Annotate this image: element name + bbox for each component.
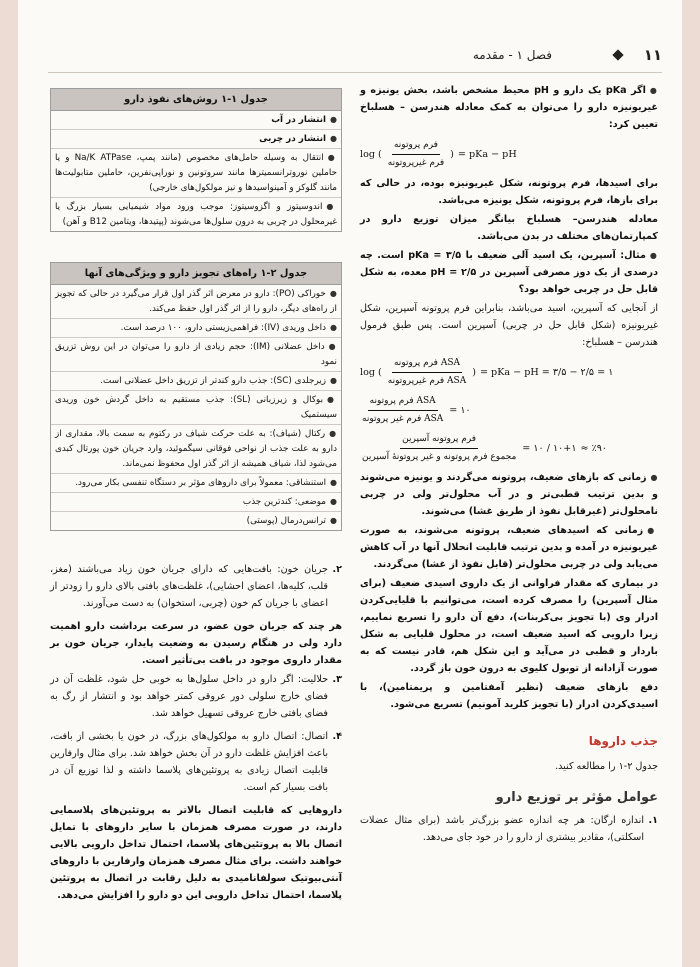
table-row: ● انتقال به وسیله حامل‌های مخصوص (مانند پمپ، Na/K ATPase و یا حاملین نوروترانسمیترها مانند سروتونین و نوراپی‌نفرین، حاملین متابولیت‌ها مانند گلوکز و آمینواسیدها و نیز مولکول‌های خارجی) (51, 149, 341, 198)
table-title: جدول ۲-۱ راه‌های تجویز دارو و ویژگی‌های آنها (51, 263, 341, 285)
table-drug-penetration (50, 88, 342, 232)
table-row: ● زیرجلدی (SC): جذب دارو کندتر از تزریق داخل عضلانی است. (51, 372, 341, 391)
paragraph: ● اگر pKa یک دارو و pH محیط مشخص باشد، بخش یونیزه و غیریونیزه دارو را می‌توان به کمک معادله هندرسن – هسلباخ تعیین کرد: (360, 82, 658, 133)
table-administration-routes (50, 262, 342, 531)
table-row: ● رکتال (شیاف): به علت حرکت شیاف در رکتوم به سمت بالا، مقداری از دارو به علت جذب از نواحی فوقانی سیگموئید، وارد جریان خون پورتال کبدی می‌شود لذا، شیاف همیشه از اثر گذر اول محفوظ نمی‌ماند. (51, 425, 341, 474)
table-row: ● انتشار در آب (51, 111, 341, 130)
page (18, 0, 682, 967)
section-heading: جذب داروها (588, 734, 658, 748)
table-row: ● داخل وریدی (IV): فراهمی‌زیستی دارو، ۱۰۰ درصد است. (51, 319, 341, 338)
paragraph: ● زمانی که اسیدهای ضعیف، پروتونه می‌شوند، به صورت غیریونیزه در آمده و بدین ترتیب قابلیت انحلال آنها در آب کاهش می‌یابد ولی در چربی محلول‌تر (قابل نفوذ از غشا) می‌گردند. (360, 522, 658, 573)
formula-henderson: log ( $\frac{\text{فرم پروتونه}}{\text{فرم غیرپروتونه}}$ ) = pKa − pH (360, 137, 658, 171)
formula-aspirin-1: log ( $\frac{\text{ASA فرم پروتونه}}{\text{ASA فرم غیرپروتونه}}$ ) = pKa − pH = ۳/۵ − ۲/۵ = ۱ (360, 355, 658, 389)
left-column (50, 88, 342, 906)
section-heading: عوامل مؤثر بر توزیع دارو (495, 790, 658, 805)
formula-aspirin-2: $\frac{\text{ASA فرم پروتونه}}{\text{ASA فرم غیر پروتونه}}$ = ۱۰ (360, 393, 658, 427)
paragraph: معادله هندرسن– هسلباخ بیانگر میزان توزیع دارو در کمپارتمان‌های مختلف در بدن می‌باشد. (360, 214, 658, 242)
list-item: ۴. اتصال: اتصال دارو به مولکول‌های بزرگ، در خون یا بخشی از بافت، باعث افزایش غلظت دارو در آن بخش خواهد شد. برای مثال وارفارین قابلیت اتصال زیادی به پروتئین‌های پلاسما داشته و لذا توزیع آن در بافت بسیار کم است. (50, 731, 342, 793)
table-row: ● انتشار در چربی (51, 130, 341, 149)
paragraph: ● مثال: آسپرین، یک اسید آلی ضعیف با pKa = ۳/۵ است. چه درصدی از یک دوز مصرفی آسپرین در pH = ۲/۵ معده، به شکل قابل حل در چربی خواهد بود؟ (360, 247, 658, 298)
paragraph: دفع بازهای ضعیف (نظیر آمفتامین و پریمتامین)، با اسیدی‌کردن ادرار (با تجویز کلرید آمونیم) تسریع می‌شود. (360, 682, 658, 710)
list-item: ۳. حلالیت: اگر دارو در داخل سلول‌ها به خوبی حل شود، غلظت آن در فضای خارج سلولی دور عروقی کمتر خواهد بود و انتشار از رگ به فضای بافتی خارج عروقی تسهیل خواهد شد. (50, 674, 342, 719)
table-row: ● استنشاقی: معمولاً برای داروهای مؤثر بر دستگاه تنفسی بکار می‌رود. (51, 474, 341, 493)
chapter-title: فصل ۱ - مقدمه (472, 48, 552, 62)
table-row: ● اندوسیتوز و اگزوسیتوز: موجب ورود مواد شیمیایی بسیار بزرگ یا غیرمحلول در چربی به درون سلول‌ها می‌شوند (پپتیدها، ویتامین B12 و آهن) (51, 198, 341, 231)
paragraph: از آنجایی که آسپرین، اسید می‌باشد، بنابراین فرم پروتونه آسپرین، شکل غیریونیزه (شکل قابل حل در چربی) آسپرین است. پس طبق فرمول هندرسن – هسلباخ: (360, 303, 658, 348)
paragraph: در بیماری که مقدار فراوانی از یک داروی اسیدی ضعیف (برای مثال آسپرین) را مصرف کرده است، می‌توانیم با قلیایی‌کردن ادرار وی (با تجویز بی‌کربنات)، دفع آن دارو را تسریع نماییم، زیرا دارویی که اسید ضعیف است، در محلول قلیایی به شکل باردار و قطبی در می‌آید و این شکل هم، قادر نیست که به صورت آزادانه از توبول کلیوی به درون خون باز گردد. (360, 578, 658, 674)
table-row: ● ترانس‌درمال (پوستی) (51, 512, 341, 530)
right-column (360, 82, 658, 852)
diamond-icon (612, 49, 623, 60)
paragraph: داروهایی که قابلیت اتصال بالاتر به پروتئین‌های پلاسمایی دارند، در صورت مصرف همزمان با سایر داروهای با تمایل اتصال بالا به پروتئین‌های پلاسما، احتمال تداخل دارویی بالایی خواهند داشت. برای مثال مصرف همزمان وارفارین با داروهای آنتی‌بیوتیک سولفانامیدی به دلیل رقابت در اتصال به پروتئین پلاسما، احتمال تداخل دارویی این دو دارو را افزایش می‌دهد. (50, 805, 342, 901)
table-row: ● بوکال و زیرزبانی (SL): جذب مستقیم به داخل گردش خون وریدی سیستمیک (51, 391, 341, 425)
table-title: جدول ۱-۱ روش‌های نفوذ دارو (51, 89, 341, 111)
paragraph: ● زمانی که بازهای ضعیف، پروتونه می‌گردند و یونیزه می‌شوند و بدین ترتیب قطبی‌تر و در آب محلول‌تر ولی در چربی نامحلول‌تر (غیرقابل نفوذ از طریق غشا) می‌شوند. (360, 469, 658, 520)
list-item: ۱. اندازه ارگان: هر چه اندازه عضو بزرگ‌تر باشد (برای مثال عضلات اسکلتی)، مقادیر بیشتری از دارو را در خود جای می‌دهد. (360, 815, 658, 843)
page-number: ۱۱ (643, 46, 662, 64)
table-row: ● موضعی: کندترین جذب (51, 493, 341, 512)
list-item: ۲. جریان خون: بافت‌هایی که دارای جریان خون زیاد می‌باشند (مغز، قلب، کلیه‌ها، اعضای احشایی)، غلظت‌های بافتی بالای دارو را زودتر از اعضای با جریان کم خون (چربی، استخوان) به دست می‌آورند. (50, 564, 342, 609)
formula-aspirin-3: $\frac{\text{فرم پروتونه آسپرین}}{\text{مجموع فرم پروتونه و غیر پروتونهٔ آسپرین}}$ = ۱۰ / ۱۰+۱ ≈ ٪۹۰ (360, 431, 658, 465)
paragraph: هر چند که جریان خون عضو، در سرعت برداشت دارو اهمیت دارد ولی در هنگام رسیدن به وضعیت پایدار، جریان خون بر مقدار داروی موجود در بافت بی‌تأثیر است. (50, 621, 342, 666)
table-row: ● خوراکی (PO): دارو در معرض اثر گذر اول قرار می‌گیرد در حالی که تجویز از راه‌های دیگر، دارو را از اثر گذر اول حفظ می‌کند. (51, 285, 341, 319)
page-header (48, 42, 662, 73)
paragraph: جدول ۲-۱ را مطالعه کنید. (555, 761, 658, 772)
paragraph: برای اسیدها، فرم پروتونه، شکل غیریونیزه بوده، در حالی که برای بازها، فرم پروتونه، شکل یونیزه می‌باشد. (360, 178, 658, 206)
table-row: ● داخل عضلانی (IM): حجم زیادی از دارو را می‌توان در این روش تزریق نمود (51, 338, 341, 372)
